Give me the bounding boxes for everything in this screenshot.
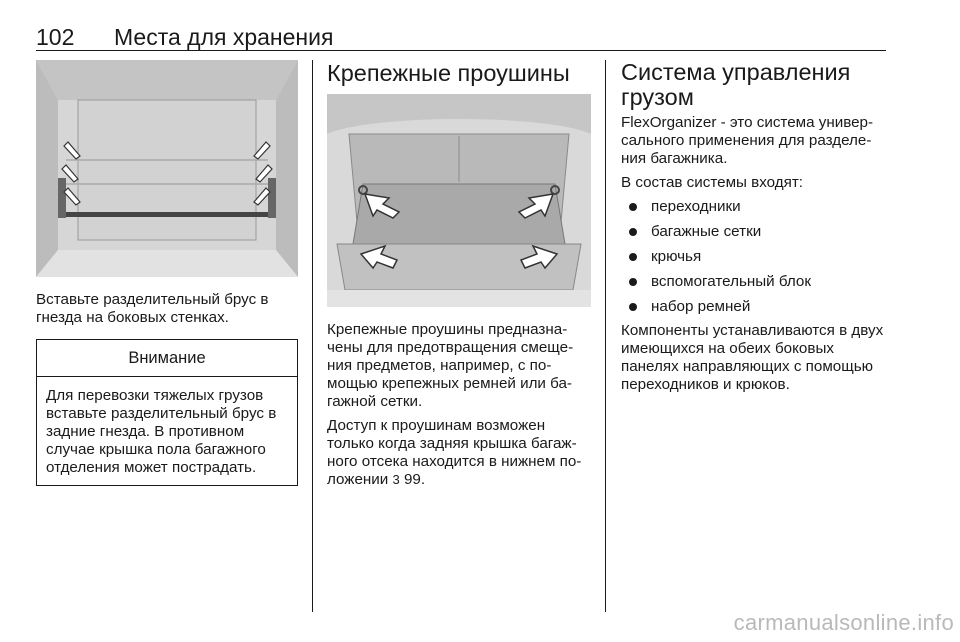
column-middle [327, 60, 591, 489]
page-title: Места для хранения [114, 24, 334, 50]
cross-reference-symbol: 3 [392, 472, 400, 487]
watermark: carmanualsonline.info [733, 610, 954, 635]
section-heading: Система управления грузом [621, 59, 851, 110]
paragraph-text: Доступ к проушинам возможен только когда задняя крышка багаж-ного отсека находится в нижнем по-ложении [327, 417, 582, 488]
list-item: переходники [621, 198, 887, 216]
trunk-lashing-eyes-illustration [327, 94, 591, 307]
bullet-icon [629, 203, 637, 211]
column-left [36, 60, 298, 486]
bullet-icon [629, 278, 637, 286]
section-heading: Крепежные проушины [327, 60, 570, 86]
paragraph: Крепежные проушины предназна-чены для предотвращения смеще-ния предметов, например, с по-мощью крепежных ремней или ба-гажной сетки. [327, 321, 574, 410]
column-divider [605, 60, 606, 612]
bullet-icon [629, 303, 637, 311]
paragraph: Компоненты устанавливаются в двух имеющихся на обеих боковых панелях направляющих с помощью переходников и крюков. [621, 322, 884, 393]
paragraph: В состав системы входят: [621, 174, 804, 191]
warning-box [36, 339, 298, 486]
column-divider [312, 60, 313, 612]
caption-text: Вставьте разделительный брус в гнезда на боковых стенках. [36, 291, 269, 326]
bullet-icon [629, 228, 637, 236]
cross-reference-page: 99. [403, 471, 426, 488]
column-right [621, 60, 887, 394]
list-item: вспомогательный блок [621, 273, 887, 291]
list-item: набор ремней [621, 298, 887, 316]
page-header [36, 24, 886, 51]
warning-text: Для перевозки тяжелых грузов вставьте разделительный брус в задние гнезда. В противном случае крышка пола багажного отделения может пострадать. [46, 387, 277, 476]
list-item: крючья [621, 248, 887, 266]
bullet-icon [629, 253, 637, 261]
paragraph [327, 417, 591, 489]
paragraph: FlexOrganizer - это система универ-сального применения для разделе-ния багажника. [621, 114, 874, 167]
cargo-area-divider-bar-illustration [36, 60, 298, 277]
warning-title: Внимание [37, 340, 297, 377]
component-list [621, 198, 887, 316]
page-number: 102 [36, 24, 75, 50]
list-item: багажные сетки [621, 223, 887, 241]
